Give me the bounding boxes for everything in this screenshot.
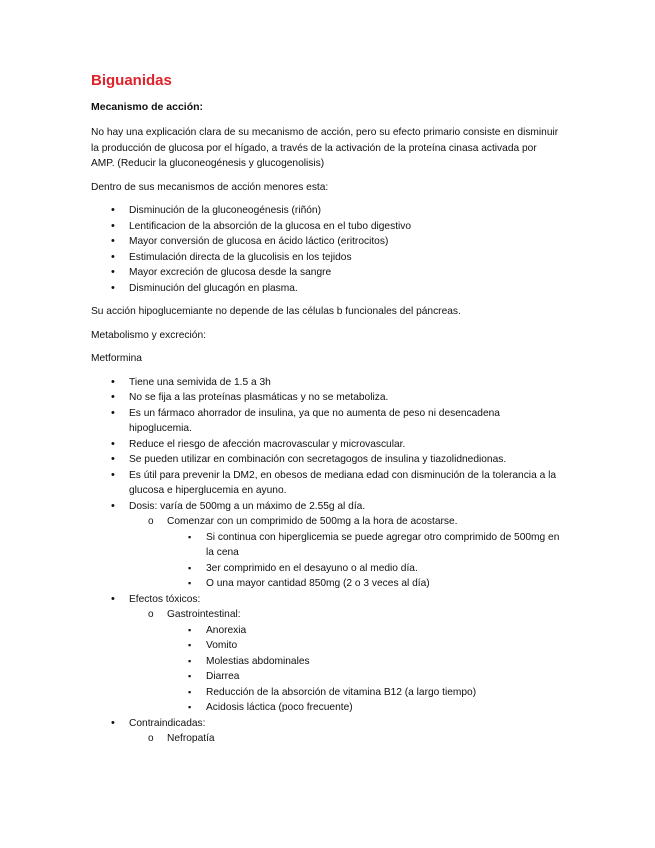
list-item: • Mayor excreción de glucosa desde la sangre <box>91 265 561 281</box>
hypoglycemic-note: Su acción hipoglucemiante no depende de las células b funcionales del páncreas. <box>91 306 461 317</box>
list-subsubitem: ▪ Acidosis láctica (poco frecuente) <box>91 700 561 716</box>
list-item: • Disminución de la gluconeogénesis (riñón) <box>91 203 561 219</box>
list-item: • Es útil para prevenir la DM2, en obesos de mediana edad con disminución de la tolerancia a la glucosa e hiperglucemia en ayuno. <box>91 468 561 499</box>
list-item: • No se fija a las proteínas plasmáticas y no se metaboliza. <box>91 390 561 406</box>
list-item: • Mayor conversión de glucosa en ácido láctico (eritrocitos) <box>91 234 561 250</box>
metabolism-heading: Metabolismo y excreción: <box>91 329 206 341</box>
list-subitem: o Comenzar con un comprimido de 500mg a la hora de acostarse. <box>91 514 561 530</box>
list-subsubitem: ▪ Reducción de la absorción de vitamina B12 (a largo tiempo) <box>91 685 561 701</box>
list-subsubitem: ▪ Molestias abdominales <box>91 654 561 670</box>
drug-name: Metformina <box>91 353 142 364</box>
list-item: • Lentificacion de la absorción de la glucosa en el tubo digestivo <box>91 219 561 235</box>
list-item: • Tiene una semivida de 1.5 a 3h <box>91 375 561 391</box>
list-item: • Es un fármaco ahorrador de insulina, ya que no aumenta de peso ni desencadena hipoglucemia. <box>91 406 561 437</box>
minor-mechanisms-list <box>91 203 561 296</box>
minor-mechanisms-intro: Dentro de sus mecanismos de acción menores esta: <box>91 181 329 193</box>
document-page <box>91 72 561 755</box>
mechanism-paragraph: No hay una explicación clara de su mecanismo de acción, pero su efecto primario consiste en disminuir la producción de glucosa por el hígado, a través de la activación de la proteína cinasa activada por AMP. (Reducir la gluconeogénesis y glucogenolisis) <box>91 127 559 169</box>
list-item: • Disminución del glucagón en plasma. <box>91 281 561 297</box>
list-item: • Dosis: varía de 500mg a un máximo de 2.55g al día. <box>91 499 561 515</box>
list-subitem: o Nefropatía <box>91 731 561 747</box>
list-item: • Se pueden utilizar en combinación con secretagogos de insulina y tiazolidnedionas. <box>91 452 561 468</box>
list-subsubitem: ▪ Vomito <box>91 638 561 654</box>
list-subsubitem: ▪ Anorexia <box>91 623 561 639</box>
list-item: • Efectos tóxicos: <box>91 592 561 608</box>
list-subsubitem: ▪ 3er comprimido en el desayuno o al medio día. <box>91 561 561 577</box>
mechanism-heading: Mecanismo de acción: <box>91 101 204 113</box>
page-title: Biguanidas <box>91 72 172 89</box>
list-item: • Estimulación directa de la glucolisis en los tejidos <box>91 250 561 266</box>
metformin-list <box>91 375 561 747</box>
list-item: • Contraindicadas: <box>91 716 561 732</box>
list-subsubitem: ▪ Diarrea <box>91 669 561 685</box>
list-item: • Reduce el riesgo de afección macrovascular y microvascular. <box>91 437 561 453</box>
list-subitem: o Gastrointestinal: <box>91 607 561 623</box>
list-subsubitem: ▪ O una mayor cantidad 850mg (2 o 3 veces al día) <box>91 576 561 592</box>
list-subsubitem: ▪ Si continua con hiperglicemia se puede agregar otro comprimido de 500mg en la cena <box>91 530 561 561</box>
